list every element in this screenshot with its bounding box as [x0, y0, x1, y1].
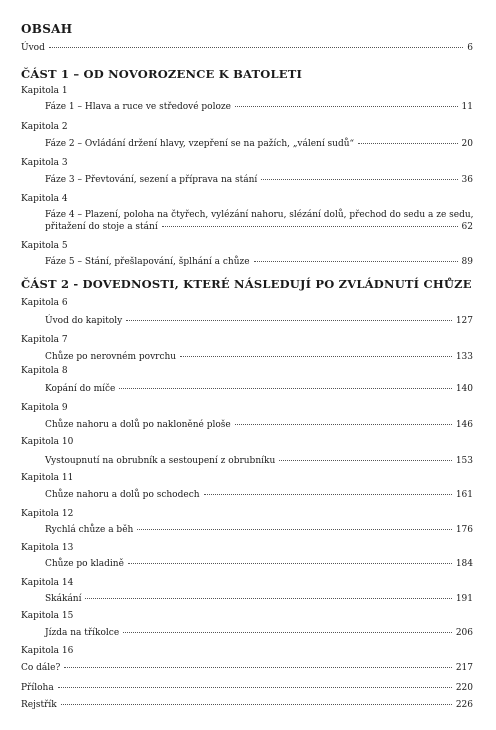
dot-leader — [279, 459, 452, 461]
toc-entry-text: Fáze 4 – Plazení, poloha na čtyřech, vylézání nahoru, slézání dolů, přechod do sedu a ze sedu, — [45, 210, 474, 220]
toc-entry[interactable] — [45, 315, 473, 327]
toc-entry-line-1[interactable] — [45, 209, 473, 221]
dot-leader — [128, 562, 452, 564]
dot-leader — [123, 631, 452, 633]
dot-leader — [235, 423, 452, 425]
dot-leader — [204, 493, 452, 495]
dot-leader — [162, 225, 458, 227]
toc-entry-text: Skákání — [45, 594, 82, 604]
chapter-label: Kapitola 11 — [21, 473, 74, 483]
toc-entry-page: 217 — [455, 663, 473, 673]
toc-entry[interactable] — [45, 174, 473, 186]
chapter-label: Kapitola 9 — [21, 403, 68, 413]
toc-entry-page: 226 — [455, 700, 473, 710]
toc-entry-page: 133 — [455, 352, 473, 362]
dot-leader — [180, 355, 452, 357]
toc-entry[interactable] — [21, 662, 473, 674]
toc-entry[interactable] — [45, 524, 473, 536]
toc-entry-text: Fáze 3 – Převtování, sezení a příprava na stání — [45, 175, 258, 185]
chapter-label: Kapitola 2 — [21, 122, 68, 132]
toc-entry-page: 36 — [461, 175, 473, 185]
dot-leader — [119, 387, 451, 389]
toc-entry[interactable] — [45, 489, 473, 501]
dot-leader — [137, 528, 451, 530]
toc-entry-text: Rychlá chůze a běh — [45, 525, 134, 535]
part-2-title: ČÁST 2 - DOVEDNOSTI, KTERÉ NÁSLEDUJÍ PO ZVLÁDNUTÍ CHŮZE — [21, 277, 472, 291]
chapter-label: Kapitola 4 — [21, 194, 68, 204]
toc-entry-text: Chůze po kladině — [45, 559, 124, 569]
chapter-label: Kapitola 15 — [21, 611, 74, 621]
toc-entry-page: 140 — [455, 384, 473, 394]
chapter-label: Kapitola 16 — [21, 646, 74, 656]
toc-entry-page: 176 — [455, 525, 473, 535]
toc-entry-page: 62 — [461, 222, 473, 232]
toc-entry[interactable] — [45, 221, 473, 233]
toc-entry-page: 127 — [455, 316, 473, 326]
toc-entry-page: 191 — [455, 594, 473, 604]
toc-entry[interactable] — [45, 627, 473, 639]
dot-leader — [261, 178, 457, 180]
toc-entry-text: Kopání do míče — [45, 384, 116, 394]
toc-entry-text: Co dále? — [21, 663, 61, 673]
dot-leader — [235, 105, 458, 107]
chapter-label: Kapitola 13 — [21, 543, 74, 553]
chapter-label: Kapitola 3 — [21, 158, 68, 168]
toc-entry-page: 6 — [467, 43, 473, 53]
toc-entry-text: Jízda na tříkolce — [45, 628, 120, 638]
toc-entry-index[interactable] — [21, 699, 473, 711]
dot-leader — [49, 46, 463, 48]
chapter-label: Kapitola 5 — [21, 241, 68, 251]
toc-entry-text: Vystoupnutí na obrubník a sestoupení z obrubníku — [45, 456, 276, 466]
toc-entry[interactable] — [45, 101, 473, 113]
toc-entry[interactable] — [45, 455, 473, 467]
toc-entry[interactable] — [45, 593, 473, 605]
toc-entry-text: přitažení do stoje a stání — [45, 222, 158, 232]
toc-entry-label: Rejstřík — [21, 700, 57, 710]
dot-leader — [61, 703, 452, 705]
toc-entry[interactable] — [45, 558, 473, 570]
chapter-label: Kapitola 10 — [21, 437, 74, 447]
chapter-label: Kapitola 8 — [21, 366, 68, 376]
toc-entry[interactable] — [45, 256, 473, 268]
toc-entry-page: 161 — [455, 490, 473, 500]
toc-entry-text: Fáze 2 – Ovládání držení hlavy, vzepření se na pažích, „válení sudů“ — [45, 139, 355, 149]
toc-entry-label: Úvod — [21, 43, 45, 53]
toc-entry-page: 146 — [455, 420, 473, 430]
toc-entry-text: Fáze 1 – Hlava a ruce ve středové poloze — [45, 102, 231, 112]
toc-entry-page: 89 — [461, 257, 473, 267]
dot-leader — [358, 142, 457, 144]
toc-entry-page: 11 — [461, 102, 473, 112]
dot-leader — [126, 319, 452, 321]
toc-entry-page: 153 — [455, 456, 473, 466]
dot-leader — [64, 666, 451, 668]
toc-entry-text: Fáze 5 – Stání, přešlapování, šplhání a chůze — [45, 257, 250, 267]
toc-entry-label: Příloha — [21, 683, 54, 693]
chapter-label: Kapitola 6 — [21, 298, 68, 308]
toc-entry-page: 20 — [461, 139, 473, 149]
chapter-label: Kapitola 1 — [21, 86, 68, 96]
toc-entry-page: 206 — [455, 628, 473, 638]
toc-entry-text: Chůze po nerovném povrchu — [45, 352, 177, 362]
chapter-label: Kapitola 14 — [21, 578, 74, 588]
toc-entry-text: Úvod do kapitoly — [45, 316, 123, 326]
dot-leader — [254, 260, 458, 262]
dot-leader — [85, 597, 451, 599]
toc-entry[interactable] — [45, 419, 473, 431]
toc-entry-intro[interactable] — [21, 42, 473, 54]
toc-title: OBSAH — [21, 22, 73, 36]
toc-entry-text: Chůze nahoru a dolů po schodech — [45, 490, 200, 500]
dot-leader — [58, 686, 452, 688]
toc-entry-appendix[interactable] — [21, 682, 473, 694]
chapter-label: Kapitola 7 — [21, 335, 68, 345]
toc-entry[interactable] — [45, 383, 473, 395]
toc-entry-page: 184 — [455, 559, 473, 569]
toc-entry-page: 220 — [455, 683, 473, 693]
toc-entry-text: Chůze nahoru a dolů po nakloněné ploše — [45, 420, 231, 430]
part-1-title: ČÁST 1 – OD NOVOROZENCE K BATOLETI — [21, 67, 303, 81]
chapter-label: Kapitola 12 — [21, 509, 74, 519]
toc-entry[interactable] — [45, 351, 473, 363]
toc-entry[interactable] — [45, 138, 473, 150]
